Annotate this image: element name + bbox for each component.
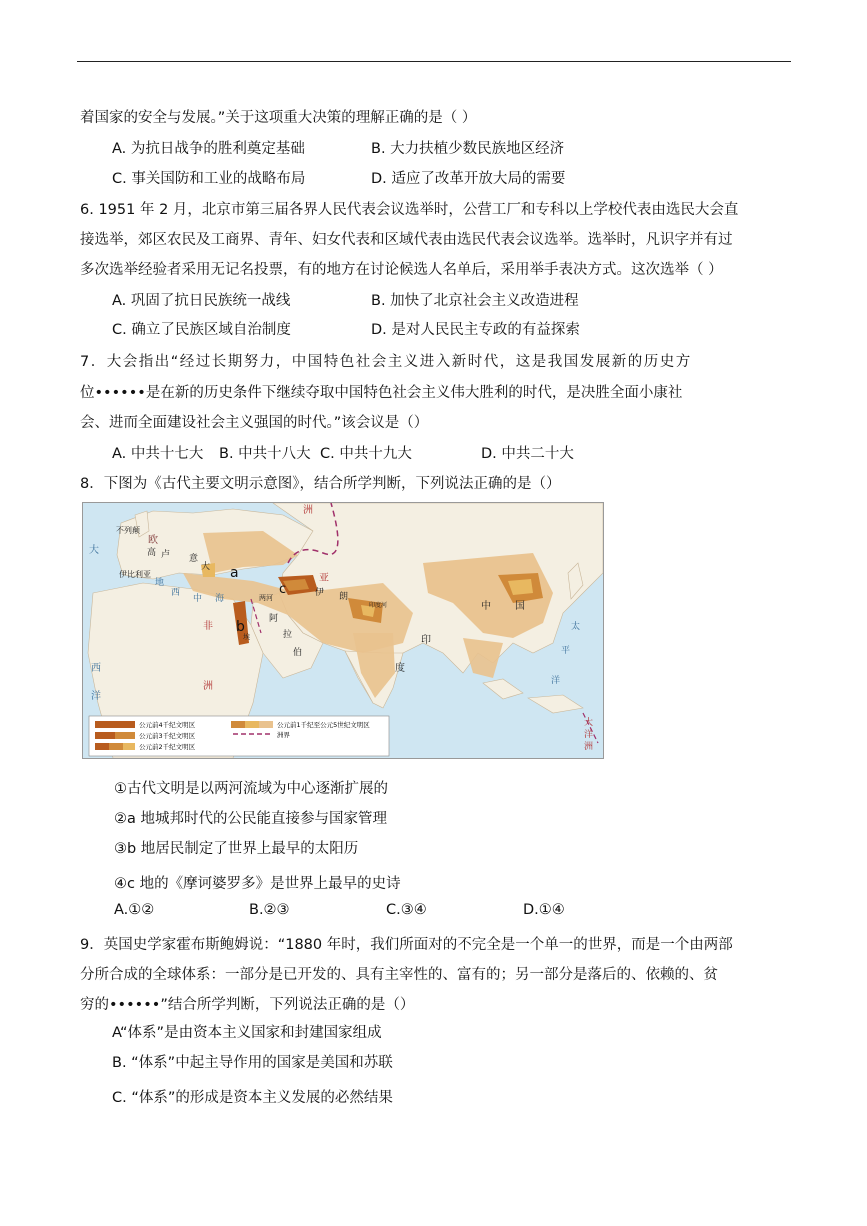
label-europe: 欧 — [148, 535, 158, 546]
q7-option-b[interactable]: B. 中共十八大 — [219, 446, 311, 462]
label-britain: 不列颠 — [116, 526, 140, 535]
q6-option-a[interactable]: A. 巩固了抗日民族统一战线 — [112, 293, 291, 309]
legend-text-4th: 公元前4千纪文明区 — [139, 721, 196, 729]
q5-option-d[interactable]: D. 适应了改革开放大局的需要 — [371, 171, 566, 187]
q8-statement-1: ①古代文明是以两河流域为中心逐渐扩展的 — [114, 781, 388, 797]
label-china-guo: 国 — [515, 601, 525, 612]
ancient-civilizations-map — [82, 502, 604, 759]
label-oceania-da: 大 — [584, 718, 594, 728]
q9-option-c[interactable]: C. “体系”的形成是资本主义发展的必然结果 — [112, 1090, 393, 1106]
label-oceania-yang: 洋 — [584, 730, 594, 740]
label-ocean-xi: 西 — [91, 663, 101, 674]
legend-text-1st: 公元前1千纪至公元5世纪文明区 — [277, 721, 370, 729]
q8-stem: 8．下图为《古代主要文明示意图》，结合所学判断，下列说法正确的是（） — [80, 476, 561, 492]
q9-option-a[interactable]: A“体系”是由资本主义国家和封建国家组成 — [112, 1025, 382, 1041]
q8-option-b[interactable]: B.②③ — [249, 902, 290, 918]
label-pacific-yang: 洋 — [551, 676, 561, 686]
q7-line-3: 会、进而全面建设社会主义强国的时代。”该会议是（） — [80, 415, 429, 431]
legend-swatch-4th-millennium — [95, 721, 135, 728]
q5-option-b[interactable]: B. 大力扶植少数民族地区经济 — [371, 141, 565, 157]
point-a: a — [230, 565, 239, 581]
label-india-du: 度 — [395, 663, 405, 674]
label-plateau: 高 — [147, 548, 157, 558]
label-hai: 海 — [215, 594, 225, 604]
point-c: c — [279, 582, 287, 597]
q5-stem: 着国家的安全与发展。”关于这项重大决策的理解正确的是（ ） — [80, 110, 477, 126]
label-asia-zhou: 洲 — [303, 505, 313, 516]
q6-line-2: 接选举，郊区农民及工商界、青年、妇女代表和区域代表由选民代表会议选举。选举时，凡识字并有过 — [80, 232, 733, 248]
label-india-yin: 印 — [421, 635, 431, 646]
q5-option-c[interactable]: C. 事关国防和工业的战略布局 — [112, 171, 306, 187]
q7-line-2: 位••••••是在新的历史条件下继续夺取中国特色社会主义伟大胜利的时代，是决胜全面小康社 — [80, 385, 683, 401]
q9-line-3: 穷的••••••”结合所学判断，下列说法正确的是（） — [80, 997, 415, 1013]
q8-statement-4: ④c 地的《摩诃婆罗多》是世界上最早的史诗 — [114, 876, 401, 892]
q6-line-3: 多次选举经验者采用无记名投票，有的地方在讨论候选人名单后，采用举手表决方式。这次选举（ ） — [80, 262, 723, 278]
legend-swatch-1st-millennium — [259, 721, 273, 728]
label-pacific-ping: 平 — [561, 646, 571, 656]
label-africa-zhou: 洲 — [203, 681, 213, 692]
label-lu: 卢 — [161, 550, 171, 560]
label-ocean-da: 大 — [89, 545, 99, 556]
q6-line-1: 6. 1951 年 2 月，北京市第三届各界人民代表会议选举时，公营工厂和专科以上学校代表由选民大会直 — [80, 202, 739, 218]
q8-option-c[interactable]: C.③④ — [386, 902, 427, 918]
label-iberia: 伊比利亚 — [119, 570, 151, 579]
legend-swatch-2nd-millennium — [123, 743, 135, 750]
label-di: 地 — [155, 578, 165, 588]
label-china-zhong: 中 — [481, 601, 491, 612]
label-arabia-la: 拉 — [283, 630, 293, 640]
label-iran-lang: 朗 — [339, 592, 349, 602]
q9-option-b[interactable]: B. “体系”中起主导作用的国家是美国和苏联 — [112, 1055, 393, 1071]
q9-line-1: 9．英国史学家霍布斯鲍姆说：“1880 年时，我们所面对的不完全是一个单一的世界，而是一个由两部 — [80, 937, 733, 953]
q9-line-2: 分所合成的全球体系：一部分是已开发的、具有主宰性的、富有的；另一部分是落后的、依赖的、贫 — [80, 967, 718, 983]
label-yi: 意 — [189, 554, 199, 564]
label-mesopotamia: 两河 — [259, 594, 273, 602]
label-africa-fei: 非 — [203, 621, 213, 632]
label-indus: 印度河 — [369, 602, 388, 609]
q7-option-d[interactable]: D. 中共二十大 — [481, 446, 574, 462]
q8-option-a[interactable]: A.①② — [114, 902, 155, 918]
label-ya: 亚 — [319, 573, 329, 584]
q8-statement-2: ②a 地城邦时代的公民能直接参与国家管理 — [114, 811, 387, 827]
q7-option-a[interactable]: A. 中共十七大 — [112, 446, 204, 462]
label-da: 大 — [201, 562, 211, 572]
label-xi: 西 — [171, 588, 181, 598]
q6-option-d[interactable]: D. 是对人民民主专政的有益探索 — [371, 322, 580, 338]
q8-option-d[interactable]: D.①④ — [523, 902, 565, 918]
point-b: b — [236, 619, 245, 635]
legend-text-3rd: 公元前3千纪文明区 — [139, 732, 196, 740]
label-arabia-a: 阿 — [269, 614, 279, 624]
label-oceania-zhou: 洲 — [584, 742, 594, 752]
q6-option-b[interactable]: B. 加快了北京社会主义改造进程 — [371, 293, 579, 309]
q5-option-a[interactable]: A. 为抗日战争的胜利奠定基础 — [112, 141, 305, 157]
label-arabia-bo: 伯 — [293, 648, 303, 658]
q8-statement-3: ③b 地居民制定了世界上最早的太阳历 — [114, 841, 359, 857]
label-pacific-tai: 太 — [571, 622, 581, 632]
legend-text-2nd: 公元前2千纪文明区 — [139, 743, 196, 751]
legend-swatch-3rd-millennium — [115, 732, 135, 739]
map-legend — [89, 716, 389, 756]
header-rule — [77, 61, 791, 62]
legend-text-boundary: 洲界 — [277, 731, 290, 739]
q7-option-c[interactable]: C. 中共十九大 — [320, 446, 412, 462]
q7-line-1: 7．大会指出“经过长期努力，中国特色社会主义进入新时代，这是我国发展新的历史方 — [80, 354, 692, 370]
label-zhong: 中 — [193, 594, 203, 604]
label-ocean-yang: 洋 — [91, 691, 101, 702]
label-iran-yi: 伊 — [315, 588, 325, 598]
q6-option-c[interactable]: C. 确立了民族区域自治制度 — [112, 322, 291, 338]
label-egypt: 埃 — [243, 633, 250, 641]
